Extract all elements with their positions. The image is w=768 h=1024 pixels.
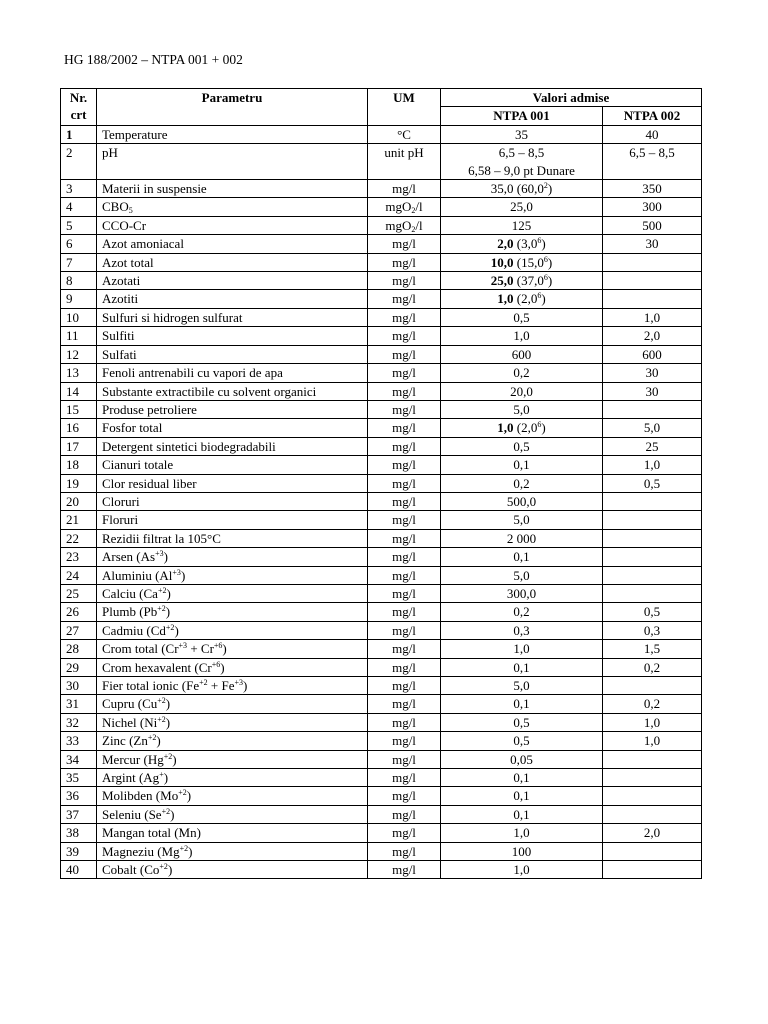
unit: mg/l bbox=[368, 787, 441, 805]
unit: mg/l bbox=[368, 658, 441, 676]
parameter-name: Seleniu $(Se^{+2})$ bbox=[97, 805, 368, 823]
table-row bbox=[61, 732, 702, 750]
row-number: 9 bbox=[61, 290, 97, 308]
table-row bbox=[61, 144, 702, 180]
unit: mg/l bbox=[368, 732, 441, 750]
row-number: 4 bbox=[61, 198, 97, 216]
parameter-name: Fosfor total bbox=[97, 419, 368, 437]
ntpa-001-value: 2,0 $(3,0^6)$ bbox=[441, 235, 603, 253]
parameter-name: pH bbox=[97, 144, 368, 180]
table-row bbox=[61, 511, 702, 529]
ntpa-002-value: 30 bbox=[603, 382, 702, 400]
row-number: 16 bbox=[61, 419, 97, 437]
parameter-name: Arsen $(As^{+3})$ bbox=[97, 548, 368, 566]
parameter-name: Crom total $(Cr^{+3} + Cr^{+6})$ bbox=[97, 640, 368, 658]
table-row bbox=[61, 180, 702, 198]
table-row bbox=[61, 548, 702, 566]
table-row bbox=[61, 769, 702, 787]
row-number: 33 bbox=[61, 732, 97, 750]
ntpa-002-value bbox=[603, 677, 702, 695]
row-number: 35 bbox=[61, 769, 97, 787]
row-number: 26 bbox=[61, 603, 97, 621]
parameter-name: Materii in suspensie bbox=[97, 180, 368, 198]
ntpa-002-value bbox=[603, 861, 702, 879]
ntpa-002-value: 30 bbox=[603, 364, 702, 382]
ntpa-002-value: 2,0 bbox=[603, 327, 702, 345]
unit: mg/l bbox=[368, 235, 441, 253]
unit: mg/l bbox=[368, 327, 441, 345]
table-row bbox=[61, 603, 702, 621]
table-row bbox=[61, 198, 702, 216]
ntpa-002-value: 25 bbox=[603, 437, 702, 455]
ntpa-002-value: 30 bbox=[603, 235, 702, 253]
ntpa-002-value: 0,2 bbox=[603, 695, 702, 713]
parameter-name: Temperature bbox=[97, 125, 368, 143]
unit: mg/l bbox=[368, 713, 441, 731]
parameter-name: Magneziu $(Mg^{+2})$ bbox=[97, 842, 368, 860]
unit: mg/l bbox=[368, 769, 441, 787]
unit: unit pH bbox=[368, 144, 441, 180]
row-number: 17 bbox=[61, 437, 97, 455]
parameters-table bbox=[60, 88, 702, 879]
table-row bbox=[61, 216, 702, 234]
table-row bbox=[61, 382, 702, 400]
row-number: 22 bbox=[61, 529, 97, 547]
document-title: HG 188/2002 – NTPA 001 + 002 bbox=[64, 52, 243, 67]
parameter-name: Azot total bbox=[97, 253, 368, 271]
unit: mg/l bbox=[368, 805, 441, 823]
ntpa-002-value bbox=[603, 253, 702, 271]
ntpa-002-value: 350 bbox=[603, 180, 702, 198]
unit: mg/l bbox=[368, 842, 441, 860]
ntpa-002-value bbox=[603, 805, 702, 823]
ntpa-001-value: 0,3 bbox=[441, 621, 603, 639]
row-number: 23 bbox=[61, 548, 97, 566]
header-row-top bbox=[61, 89, 702, 107]
unit: mg/l bbox=[368, 382, 441, 400]
ntpa-002-value bbox=[603, 400, 702, 418]
parameter-name: Produse petroliere bbox=[97, 400, 368, 418]
table-row bbox=[61, 621, 702, 639]
parameter-name: Nichel $(Ni^{+2})$ bbox=[97, 713, 368, 731]
table-body bbox=[61, 125, 702, 879]
ntpa-001-value: 25,0 bbox=[441, 198, 603, 216]
ntpa-001-value: 600 bbox=[441, 345, 603, 363]
ntpa-002-value bbox=[603, 529, 702, 547]
ntpa-002-value: 500 bbox=[603, 216, 702, 234]
table-row bbox=[61, 419, 702, 437]
table-row bbox=[61, 474, 702, 492]
table-row bbox=[61, 290, 702, 308]
ntpa-001-value: 1,0 $(2,0^6)$ bbox=[441, 290, 603, 308]
row-number: 20 bbox=[61, 492, 97, 510]
unit: mg/l bbox=[368, 290, 441, 308]
row-number: 7 bbox=[61, 253, 97, 271]
ntpa-001-value: 1,0 bbox=[441, 824, 603, 842]
parameter-name: Cupru $(Cu^{+2})$ bbox=[97, 695, 368, 713]
row-number: 5 bbox=[61, 216, 97, 234]
parameter-name: Fenoli antrenabili cu vapori de apa bbox=[97, 364, 368, 382]
ntpa-002-value bbox=[603, 787, 702, 805]
ntpa-001-value: 0,1 bbox=[441, 658, 603, 676]
ntpa-001-value: 1,0 bbox=[441, 640, 603, 658]
ntpa-001-value: 0,1 bbox=[441, 548, 603, 566]
parameter-name: Mercur $(Hg^{+2})$ bbox=[97, 750, 368, 768]
table-row bbox=[61, 529, 702, 547]
table-row bbox=[61, 400, 702, 418]
ntpa-002-value bbox=[603, 492, 702, 510]
table-row bbox=[61, 713, 702, 731]
parameter-name: Aluminiu $(Al^{+3})$ bbox=[97, 566, 368, 584]
parameter-name: Sulfati bbox=[97, 345, 368, 363]
unit: mg/l bbox=[368, 584, 441, 602]
parameter-name: Azotiti bbox=[97, 290, 368, 308]
ntpa-002-value bbox=[603, 584, 702, 602]
ntpa-002-value: 6,5 – 8,5 bbox=[603, 144, 702, 180]
unit: °C bbox=[368, 125, 441, 143]
unit: mg/l bbox=[368, 345, 441, 363]
unit: mgO$_2$/l bbox=[368, 216, 441, 234]
ntpa-001-value: 10,0 (15,0$^6$) bbox=[441, 253, 603, 271]
unit: mg/l bbox=[368, 566, 441, 584]
ntpa-001-value: 1,0 $(2,0^6)$ bbox=[441, 419, 603, 437]
table-row bbox=[61, 345, 702, 363]
unit: mg/l bbox=[368, 253, 441, 271]
row-number: 10 bbox=[61, 308, 97, 326]
table-row bbox=[61, 658, 702, 676]
row-number: 25 bbox=[61, 584, 97, 602]
ntpa-002-value: 40 bbox=[603, 125, 702, 143]
ntpa-001-value: 300,0 bbox=[441, 584, 603, 602]
unit: mg/l bbox=[368, 492, 441, 510]
unit: mg/l bbox=[368, 180, 441, 198]
parameter-name: Mangan total (Mn) bbox=[97, 824, 368, 842]
parameter-name: Plumb $(Pb^{+2})$ bbox=[97, 603, 368, 621]
header-ntpa-002: NTPA 002 bbox=[603, 107, 702, 125]
unit: mg/l bbox=[368, 419, 441, 437]
ntpa-002-value: 0,5 bbox=[603, 603, 702, 621]
ntpa-002-value bbox=[603, 750, 702, 768]
row-number: 27 bbox=[61, 621, 97, 639]
unit: mg/l bbox=[368, 750, 441, 768]
ntpa-001-value: 0,2 bbox=[441, 474, 603, 492]
parameter-name: Azot amoniacal bbox=[97, 235, 368, 253]
row-number: 24 bbox=[61, 566, 97, 584]
ntpa-001-value: 100 bbox=[441, 842, 603, 860]
ntpa-002-value bbox=[603, 290, 702, 308]
row-number: 39 bbox=[61, 842, 97, 860]
ntpa-002-value: 1,0 bbox=[603, 308, 702, 326]
row-number: 30 bbox=[61, 677, 97, 695]
parameter-name: $CBO_5$ bbox=[97, 198, 368, 216]
row-number: 28 bbox=[61, 640, 97, 658]
ntpa-001-value: 0,1 bbox=[441, 456, 603, 474]
ntpa-002-value: 1,0 bbox=[603, 456, 702, 474]
parameter-name: Argint (Ag+) bbox=[97, 769, 368, 787]
row-number: 8 bbox=[61, 272, 97, 290]
row-number: 2 bbox=[61, 144, 97, 180]
table-row bbox=[61, 253, 702, 271]
table-row bbox=[61, 235, 702, 253]
row-number: 31 bbox=[61, 695, 97, 713]
row-number: 15 bbox=[61, 400, 97, 418]
table-row bbox=[61, 695, 702, 713]
ntpa-001-value: 5,0 bbox=[441, 511, 603, 529]
table-row bbox=[61, 640, 702, 658]
table-row bbox=[61, 842, 702, 860]
row-number: 37 bbox=[61, 805, 97, 823]
table-row bbox=[61, 861, 702, 879]
ntpa-002-value bbox=[603, 548, 702, 566]
parameter-name: Azotati bbox=[97, 272, 368, 290]
ntpa-001-value: 20,0 bbox=[441, 382, 603, 400]
ntpa-002-value: 0,5 bbox=[603, 474, 702, 492]
ntpa-001-value: 0,1 bbox=[441, 787, 603, 805]
table-row bbox=[61, 824, 702, 842]
table-row bbox=[61, 125, 702, 143]
unit: mg/l bbox=[368, 456, 441, 474]
table-row bbox=[61, 584, 702, 602]
table-row bbox=[61, 456, 702, 474]
row-number: 40 bbox=[61, 861, 97, 879]
header-ntpa-001: NTPA 001 bbox=[441, 107, 603, 125]
ntpa-001-value: 35 bbox=[441, 125, 603, 143]
parameter-name: Calciu $(Ca^{+2})$ bbox=[97, 584, 368, 602]
ntpa-001-value: 125 bbox=[441, 216, 603, 234]
unit: mg/l bbox=[368, 548, 441, 566]
row-number: 36 bbox=[61, 787, 97, 805]
ntpa-002-value: 300 bbox=[603, 198, 702, 216]
parameter-name: Sulfiti bbox=[97, 327, 368, 345]
ntpa-001-value: 0,1 bbox=[441, 805, 603, 823]
parameter-name: Floruri bbox=[97, 511, 368, 529]
ntpa-002-value bbox=[603, 511, 702, 529]
ntpa-002-value: 600 bbox=[603, 345, 702, 363]
unit: mg/l bbox=[368, 640, 441, 658]
ntpa-001-value: 0,05 bbox=[441, 750, 603, 768]
ntpa-002-value: 0,2 bbox=[603, 658, 702, 676]
table-row bbox=[61, 566, 702, 584]
ntpa-002-value: 5,0 bbox=[603, 419, 702, 437]
ntpa-001-value: 0,1 bbox=[441, 769, 603, 787]
row-number: 14 bbox=[61, 382, 97, 400]
row-number: 21 bbox=[61, 511, 97, 529]
unit: mgO$_2$/l bbox=[368, 198, 441, 216]
parameter-name: Molibden $(Mo^{+2})$ bbox=[97, 787, 368, 805]
header-nr-crt: Nr. crt bbox=[61, 89, 97, 126]
ntpa-001-value: 5,0 bbox=[441, 566, 603, 584]
table-row bbox=[61, 364, 702, 382]
parameter-name: CCO-Cr bbox=[97, 216, 368, 234]
header-valori-admise: Valori admise bbox=[441, 89, 702, 107]
ntpa-002-value bbox=[603, 769, 702, 787]
parameter-name: Rezidii filtrat la 105°C bbox=[97, 529, 368, 547]
ntpa-001-value: 0,5 bbox=[441, 308, 603, 326]
ntpa-001-value: 1,0 bbox=[441, 327, 603, 345]
unit: mg/l bbox=[368, 603, 441, 621]
table-row bbox=[61, 750, 702, 768]
ntpa-002-value bbox=[603, 842, 702, 860]
parameter-name: Cianuri totale bbox=[97, 456, 368, 474]
ntpa-001-value: 0,2 bbox=[441, 603, 603, 621]
unit: mg/l bbox=[368, 861, 441, 879]
parameter-name: Zinc $(Zn^{+2})$ bbox=[97, 732, 368, 750]
parameter-name: Fier total ionic $(Fe^{+2} + Fe^{+3})$ bbox=[97, 677, 368, 695]
row-number: 11 bbox=[61, 327, 97, 345]
ntpa-001-value: 5,0 bbox=[441, 400, 603, 418]
unit: mg/l bbox=[368, 272, 441, 290]
row-number: 19 bbox=[61, 474, 97, 492]
unit: mg/l bbox=[368, 824, 441, 842]
unit: mg/l bbox=[368, 529, 441, 547]
ntpa-001-value: 5,0 bbox=[441, 677, 603, 695]
ntpa-001-value: 500,0 bbox=[441, 492, 603, 510]
table-row bbox=[61, 492, 702, 510]
ntpa-001-value: 0,2 bbox=[441, 364, 603, 382]
ntpa-001-value: 6,5 – 8,5 6,58 – 9,0 pt Dunare bbox=[441, 144, 603, 180]
unit: mg/l bbox=[368, 308, 441, 326]
ntpa-002-value: 1,5 bbox=[603, 640, 702, 658]
unit: mg/l bbox=[368, 474, 441, 492]
ntpa-001-value: 0,1 bbox=[441, 695, 603, 713]
parameter-name: Cadmiu $(Cd^{+2})$ bbox=[97, 621, 368, 639]
parameter-name: Detergent sintetici biodegradabili bbox=[97, 437, 368, 455]
row-number: 38 bbox=[61, 824, 97, 842]
row-number: 34 bbox=[61, 750, 97, 768]
table-row bbox=[61, 677, 702, 695]
row-number: 12 bbox=[61, 345, 97, 363]
unit: mg/l bbox=[368, 437, 441, 455]
unit: mg/l bbox=[368, 677, 441, 695]
ntpa-002-value bbox=[603, 272, 702, 290]
unit: mg/l bbox=[368, 364, 441, 382]
table-row bbox=[61, 272, 702, 290]
ntpa-001-value: 0,5 bbox=[441, 713, 603, 731]
unit: mg/l bbox=[368, 400, 441, 418]
ntpa-001-value: 25,0 (37,0$^6$) bbox=[441, 272, 603, 290]
row-number: 32 bbox=[61, 713, 97, 731]
table-row bbox=[61, 327, 702, 345]
table-row bbox=[61, 308, 702, 326]
row-number: 18 bbox=[61, 456, 97, 474]
table-row bbox=[61, 805, 702, 823]
parameter-name: Sulfuri si hidrogen sulfurat bbox=[97, 308, 368, 326]
table-row bbox=[61, 437, 702, 455]
parameter-name: Crom hexavalent $(Cr^{+6})$ bbox=[97, 658, 368, 676]
ntpa-002-value: 1,0 bbox=[603, 732, 702, 750]
ntpa-001-value: 2 000 bbox=[441, 529, 603, 547]
unit: mg/l bbox=[368, 511, 441, 529]
ntpa-001-value: 1,0 bbox=[441, 861, 603, 879]
ntpa-002-value: 1,0 bbox=[603, 713, 702, 731]
parameter-name: Cloruri bbox=[97, 492, 368, 510]
table-row bbox=[61, 787, 702, 805]
ntpa-001-value: 0,5 bbox=[441, 437, 603, 455]
row-number: 13 bbox=[61, 364, 97, 382]
header-um: UM bbox=[368, 89, 441, 126]
header-parametru: Parametru bbox=[97, 89, 368, 126]
ntpa-001-value: 0,5 bbox=[441, 732, 603, 750]
ntpa-002-value: 2,0 bbox=[603, 824, 702, 842]
row-number: 29 bbox=[61, 658, 97, 676]
unit: mg/l bbox=[368, 695, 441, 713]
ntpa-002-value: 0,3 bbox=[603, 621, 702, 639]
row-number: 1 bbox=[61, 125, 97, 143]
row-number: 6 bbox=[61, 235, 97, 253]
parameter-name: Substante extractibile cu solvent organici bbox=[97, 382, 368, 400]
row-number: 3 bbox=[61, 180, 97, 198]
ntpa-001-value: 35,0 (60,0$^2$) bbox=[441, 180, 603, 198]
unit: mg/l bbox=[368, 621, 441, 639]
parameter-name: Clor residual liber bbox=[97, 474, 368, 492]
ntpa-002-value bbox=[603, 566, 702, 584]
parameter-name: Cobalt $(Co^{+2})$ bbox=[97, 861, 368, 879]
